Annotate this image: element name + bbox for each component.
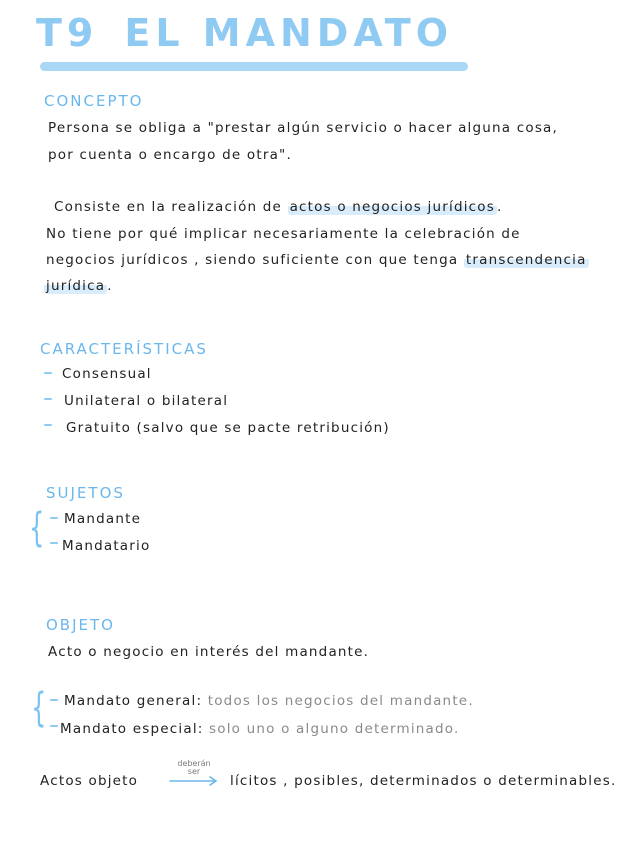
sujeto-item: Mandatario <box>62 538 151 554</box>
caracteristica-item: Gratuito (salvo que se pacte retribución) <box>66 420 390 436</box>
page-title <box>36 11 454 55</box>
bullet-dash <box>50 725 58 727</box>
text-segment: . <box>496 199 503 215</box>
arrow-deberan-ser <box>168 760 220 788</box>
highlight-juridica: jurídica <box>46 278 106 294</box>
text-segment: . <box>107 278 113 294</box>
text-segment: Consiste en la realización de <box>54 199 288 215</box>
bullet-dash <box>50 542 58 544</box>
concepto-p2-line-1 <box>54 199 502 215</box>
caracteristica-item: Consensual <box>62 366 152 382</box>
section-heading-sujetos: SUJETOS <box>46 484 125 502</box>
bullet-dash <box>50 517 58 519</box>
concepto-line-2: por cuenta o encargo de otra". <box>48 147 292 163</box>
actos-objeto-desc: lícitos , posibles, determinados o determinables. <box>230 773 617 789</box>
concepto-line-1: Persona se obliga a "prestar algún servicio o hacer alguna cosa, <box>48 120 559 136</box>
arrow-label-line-1: deberán <box>177 759 211 768</box>
mandato-especial-desc: solo uno o alguno determinado. <box>209 721 460 737</box>
bullet-dash <box>44 372 52 374</box>
right-arrow-icon <box>168 760 220 788</box>
title-text: EL MANDATO <box>124 11 454 55</box>
title-underline <box>40 62 468 71</box>
section-heading-caracteristicas: CARACTERÍSTICAS <box>40 340 208 358</box>
mandato-especial-label: Mandato especial: <box>60 721 204 737</box>
section-heading-objeto: OBJETO <box>46 616 115 634</box>
concepto-p2-line-4 <box>44 278 113 294</box>
mandato-especial <box>60 721 460 737</box>
actos-objeto-label: Actos objeto <box>40 773 139 789</box>
bullet-dash <box>50 699 58 701</box>
brace-icon: { <box>31 685 47 731</box>
mandato-general-label: Mandato general: <box>64 693 203 709</box>
highlight-transcendencia: transcendencia <box>465 252 587 268</box>
concepto-p2-line-3 <box>46 252 589 268</box>
arrow-label-line-2: ser <box>187 767 201 776</box>
bullet-dash <box>44 398 52 400</box>
caracteristica-item: Unilateral o bilateral <box>64 393 229 409</box>
bullet-dash <box>44 424 52 426</box>
mandato-general <box>64 693 474 709</box>
concepto-p2-line-2: No tiene por qué implicar necesariamente la celebración de <box>46 226 521 242</box>
objeto-line: Acto o negocio en interés del mandante. <box>48 644 370 660</box>
brace-icon: { <box>29 505 45 551</box>
section-heading-concepto: CONCEPTO <box>44 92 144 110</box>
mandato-general-desc: todos los negocios del mandante. <box>207 693 474 709</box>
text-segment: negocios jurídicos , siendo suficiente con que tenga <box>46 252 464 268</box>
sujeto-item: Mandante <box>64 511 142 527</box>
title-number: T9 <box>36 11 99 55</box>
highlight-actos-negocios: actos o negocios jurídicos <box>289 199 495 215</box>
